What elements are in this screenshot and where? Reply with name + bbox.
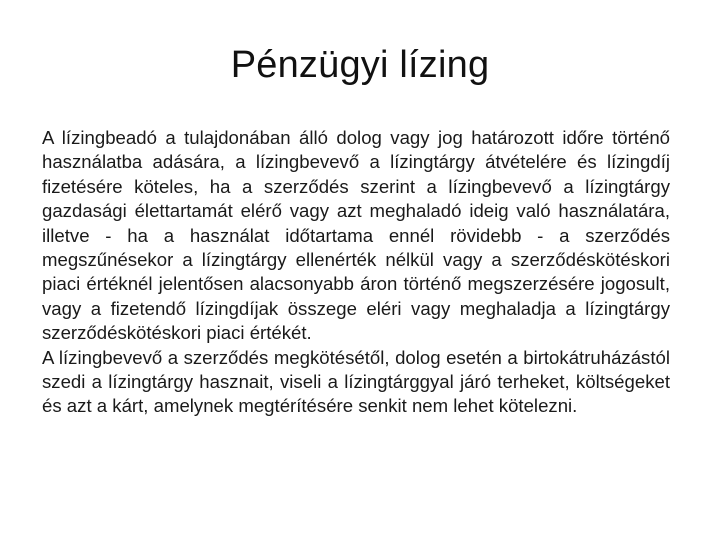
slide-title: Pénzügyi lízing	[230, 44, 490, 86]
body-paragraph-2: A lízingbevevő a szerződés megkötésétől, dolog esetén a birtokátruházástól szedi a lízingtárgy hasznait, viseli a lízingtárggyal járó terheket, költségeket és azt a kárt, amelynek megtérítésére senkit nem lehet kötelezni.	[42, 346, 670, 417]
slide-body	[42, 126, 670, 419]
body-paragraph-1: A lízingbeadó a tulajdonában álló dolog vagy jog határozott időre történő használatba adására, a lízingbevevő a lízingtárgy átvételére és lízingdíj fizetésére köteles, ha a szerződés szerint a lízingbevevő a lízingtárgy gazdasági élettartamát elérő vagy azt meghaladó ideig való használatára, illetve - ha a használat időtartama ennél rövidebb - a szerződés megszűnésekor a lízingtárgy ellenérték nélkül vagy a szerződéskötéskori piaci értéknél jelentősen alacsonyabb áron történő megszerzésére jogosult, vagy a fizetendő lízingdíjak összege eléri vagy meghaladja a lízingtárgy szerződéskötéskori piaci értékét.	[42, 127, 670, 344]
